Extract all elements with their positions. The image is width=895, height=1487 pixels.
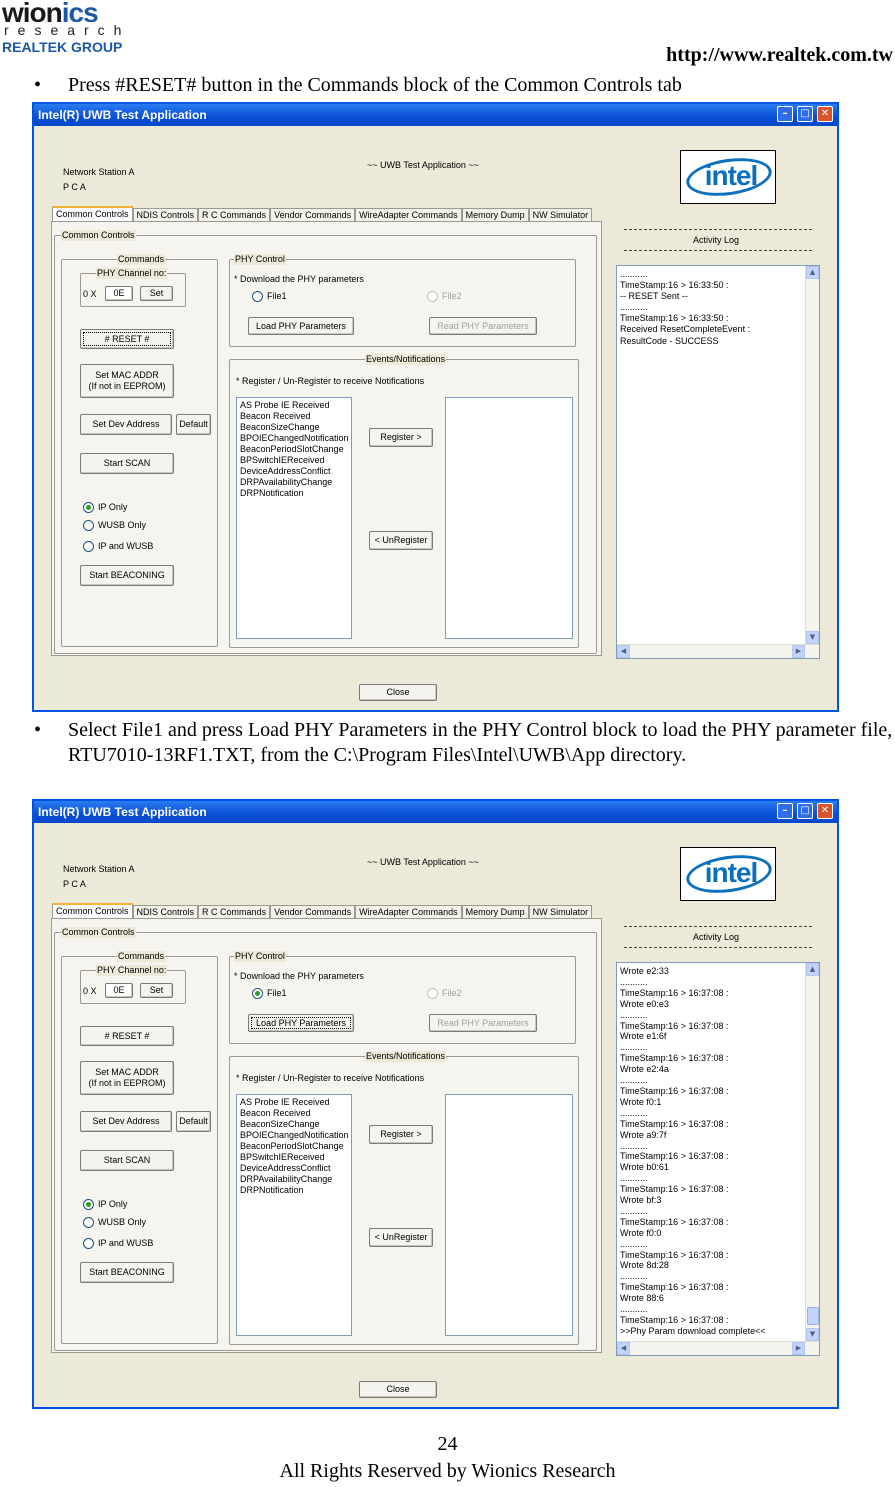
radio-ip-only[interactable]: IP Only (83, 502, 127, 513)
scroll-right-icon[interactable]: ▶ (792, 645, 805, 658)
window-title: Intel(R) UWB Test Application (38, 805, 207, 819)
button-label-line: (If not in EEPROM) (88, 1078, 166, 1088)
pca-label: P C A (63, 879, 86, 889)
radio-ip-and-wusb[interactable]: IP and WUSB (83, 541, 153, 552)
load-phy-parameters-button[interactable]: Load PHY Parameters (248, 1014, 354, 1032)
set-mac-addr-button[interactable] (80, 1061, 174, 1095)
vertical-scrollbar[interactable] (805, 963, 819, 1341)
read-phy-parameters-button[interactable]: Read PHY Parameters (429, 317, 537, 335)
close-button[interactable]: Close (359, 1381, 437, 1398)
channel-input[interactable]: 0E (105, 983, 133, 998)
start-scan-button[interactable]: Start SCAN (80, 453, 174, 474)
maximize-icon[interactable]: □ (797, 106, 813, 122)
load-phy-parameters-button[interactable]: Load PHY Parameters (248, 317, 354, 335)
tab-ndis-controls[interactable]: NDIS Controls (133, 208, 199, 222)
close-button[interactable]: Close (359, 684, 437, 701)
tab-vendor-commands[interactable]: Vendor Commands (270, 208, 355, 222)
bullet-text: Press #RESET# button in the Commands block of the Common Controls tab (68, 74, 682, 96)
radio-file1[interactable]: File1 (252, 988, 287, 999)
register-button[interactable]: Register > (369, 428, 433, 447)
activity-log-box[interactable] (616, 962, 820, 1356)
scroll-down-icon[interactable]: ▼ (806, 1328, 819, 1341)
activity-log-text: ........... TimeStamp:16 > 16:33:50 : -- RESET Sent -- ........... TimeStamp:16 > 16:33:50 : Received ResetCompleteEvent : ResultCode - SUCCESS (620, 269, 751, 346)
intel-logo (680, 150, 776, 204)
scroll-left-icon[interactable]: ◀ (617, 645, 630, 658)
app-banner: ~~ UWB Test Application ~~ (367, 857, 479, 867)
radio-ip-and-wusb[interactable]: IP and WUSB (83, 1238, 153, 1249)
hex-prefix: 0 X (83, 986, 97, 996)
radio-wusb-only[interactable]: WUSB Only (83, 1217, 146, 1228)
radio-file1[interactable]: File1 (252, 291, 287, 302)
list-item[interactable]: AS Probe IE Received (240, 400, 330, 410)
set-dev-address-button[interactable]: Set Dev Address (80, 414, 172, 435)
group-label: PHY Channel no: (97, 268, 167, 278)
activity-log-text: Wrote e2:33 ........... TimeStamp:16 > 16:37:08 : Wrote e0:e3 ........... TimeStamp:16 > 16:37:08 : Wrote e1:6f ........... TimeStamp:16 > 16:37:08 : Wrote e2:4a ........... TimeStamp:16 > 16:37:08 : Wrote f0:1 ........... TimeStamp:16 > 16:37:08 : Wrote a9:7f ........... TimeStamp:16 > 16:37:08 : Wrote b0:61 ........... TimeStamp:16 > 16:37:08 : Wrote bf:3 ........... TimeStamp:16 > 16:37:08 : Wrote f0:0 ........... TimeStamp:16 > 16:37:08 : Wrote 8d:28 ........... TimeStamp:16 > 16:37:08 : Wrote 88:6 ........... TimeStamp:16 > 16:37:08 : >>Phy Param download complete<< (620, 966, 766, 1336)
button-label-line: Set MAC ADDR (95, 1067, 159, 1077)
scroll-up-icon[interactable]: ▲ (806, 963, 819, 976)
bullet-dot: • (34, 719, 42, 741)
tab-wireadapter-commands[interactable]: WireAdapter Commands (355, 905, 462, 919)
list-item[interactable]: BPSwitchIEReceived (240, 1152, 325, 1162)
group-label: Events/Notifications (366, 354, 446, 364)
register-button[interactable]: Register > (369, 1125, 433, 1144)
window-titlebar (34, 104, 837, 126)
app-banner: ~~ UWB Test Application ~~ (367, 160, 479, 170)
divider (624, 926, 812, 927)
activity-log-label: Activity Log (693, 932, 740, 942)
registered-listbox[interactable] (445, 1094, 573, 1336)
list-item[interactable]: BeaconPeriodSlotChange (240, 444, 344, 454)
list-item[interactable]: Beacon Received (240, 411, 311, 421)
activity-log-box[interactable] (616, 265, 820, 659)
set-dev-address-button[interactable]: Set Dev Address (80, 1111, 172, 1132)
tab-rc-commands[interactable]: R C Commands (198, 208, 270, 222)
list-item[interactable]: BPOIEChangedNotification (240, 1130, 349, 1140)
vertical-scrollbar[interactable] (805, 266, 819, 644)
tab-bar (52, 206, 592, 222)
pca-label: P C A (63, 182, 86, 192)
tab-common-controls[interactable]: Common Controls (52, 206, 133, 222)
window-titlebar (34, 801, 837, 823)
activity-log-label: Activity Log (693, 235, 740, 245)
read-phy-parameters-button[interactable]: Read PHY Parameters (429, 1014, 537, 1032)
tab-memory-dump[interactable]: Memory Dump (462, 208, 529, 222)
radio-ip-only[interactable]: IP Only (83, 1199, 127, 1210)
header-url[interactable]: http://www.realtek.com.tw (666, 44, 893, 66)
start-beaconing-button[interactable]: Start BEACONING (80, 565, 174, 586)
button-label-line: (If not in EEPROM) (88, 381, 166, 391)
group-label: Events/Notifications (366, 1051, 446, 1061)
window-title: Intel(R) UWB Test Application (38, 108, 207, 122)
reset-button[interactable]: # RESET # (80, 329, 174, 349)
wionics-logo (2, 0, 152, 66)
group-label: Common Controls (62, 927, 135, 937)
tab-vendor-commands[interactable]: Vendor Commands (270, 905, 355, 919)
tab-rc-commands[interactable]: R C Commands (198, 905, 270, 919)
list-item[interactable]: DeviceAddressConflict (240, 466, 331, 476)
group-label: Commands (118, 951, 165, 961)
scroll-thumb[interactable] (807, 1307, 819, 1325)
station-label: Network Station A (63, 167, 135, 177)
group-label: PHY Control (235, 254, 285, 264)
group-label: PHY Control (235, 951, 285, 961)
download-label: * Download the PHY parameters (234, 274, 364, 284)
default-button[interactable]: Default (176, 1111, 211, 1132)
logo-group: REALTEK GROUP (2, 39, 123, 55)
start-beaconing-button[interactable]: Start BEACONING (80, 1262, 174, 1283)
register-note: * Register / Un-Register to receive Notifications (236, 1073, 425, 1083)
list-item[interactable]: BeaconSizeChange (240, 422, 320, 432)
intel-logo-text: intel (704, 160, 758, 191)
close-icon[interactable]: ✕ (817, 803, 833, 819)
button-label-line: Set MAC ADDR (95, 370, 159, 380)
divider (624, 229, 812, 230)
events-listbox[interactable] (236, 397, 352, 639)
list-item[interactable]: DeviceAddressConflict (240, 1163, 331, 1173)
channel-input[interactable]: 0E (105, 286, 133, 301)
group-label: Commands (118, 254, 165, 264)
footer-text: All Rights Reserved by Wionics Research (279, 1460, 616, 1482)
divider (624, 250, 812, 251)
unregister-button[interactable]: < UnRegister (369, 1228, 433, 1247)
horizontal-scrollbar[interactable] (617, 1341, 819, 1355)
list-item[interactable]: AS Probe IE Received (240, 1097, 330, 1107)
close-icon[interactable]: ✕ (817, 106, 833, 122)
list-item[interactable]: Beacon Received (240, 1108, 311, 1118)
tab-nw-simulator[interactable]: NW Simulator (529, 905, 593, 919)
unregister-button[interactable]: < UnRegister (369, 531, 433, 550)
radio-wusb-only[interactable]: WUSB Only (83, 520, 146, 531)
set-channel-button[interactable]: Set (140, 983, 173, 998)
bullet-dot: • (34, 74, 42, 96)
tab-nw-simulator[interactable]: NW Simulator (529, 208, 593, 222)
intel-logo (680, 847, 776, 901)
scroll-left-icon[interactable]: ◀ (617, 1342, 630, 1355)
group-label: Common Controls (62, 230, 135, 240)
reset-button[interactable]: # RESET # (80, 1026, 174, 1046)
minimize-icon[interactable]: – (777, 803, 793, 819)
list-item[interactable]: BeaconPeriodSlotChange (240, 1141, 344, 1151)
list-item[interactable]: DRPNotification (240, 488, 304, 498)
start-scan-button[interactable]: Start SCAN (80, 1150, 174, 1171)
logo-text-main: wion (2, 0, 62, 22)
app-window-1 (32, 102, 839, 712)
logo-wordmark (2, 0, 152, 22)
set-mac-addr-button[interactable] (80, 364, 174, 398)
radio-file2[interactable]: File2 (427, 291, 462, 302)
intel-logo-text: intel (704, 857, 758, 888)
tab-common-controls[interactable]: Common Controls (52, 903, 133, 919)
tab-memory-dump[interactable]: Memory Dump (462, 905, 529, 919)
events-listbox[interactable] (236, 1094, 352, 1336)
list-item[interactable]: DRPAvailabilityChange (240, 477, 333, 487)
app-window-2 (32, 799, 839, 1409)
bullet-text: Select File1 and press Load PHY Parameters in the PHY Control block to load the PHY parameter file, RTU7010-13RF1.TXT, from the C:\Program Files\Intel\UWB\App directory. (68, 719, 893, 766)
list-item[interactable]: BeaconSizeChange (240, 1119, 320, 1129)
scroll-right-icon[interactable]: ▶ (792, 1342, 805, 1355)
set-channel-button[interactable]: Set (140, 286, 173, 301)
maximize-icon[interactable]: □ (797, 803, 813, 819)
horizontal-scrollbar[interactable] (617, 644, 819, 658)
hex-prefix: 0 X (83, 289, 97, 299)
minimize-icon[interactable]: – (777, 106, 793, 122)
list-item[interactable]: BPSwitchIEReceived (240, 455, 325, 465)
tab-ndis-controls[interactable]: NDIS Controls (133, 905, 199, 919)
page-number: 24 (437, 1433, 458, 1455)
divider (624, 947, 812, 948)
logo-subtitle: research (4, 22, 131, 38)
list-item[interactable]: DRPAvailabilityChange (240, 1174, 333, 1184)
register-note: * Register / Un-Register to receive Notifications (236, 376, 425, 386)
list-item[interactable]: DRPNotification (240, 1185, 304, 1195)
tab-bar (52, 903, 592, 919)
scroll-up-icon[interactable]: ▲ (806, 266, 819, 279)
download-label: * Download the PHY parameters (234, 971, 364, 981)
station-label: Network Station A (63, 864, 135, 874)
tab-wireadapter-commands[interactable]: WireAdapter Commands (355, 208, 462, 222)
radio-file2[interactable]: File2 (427, 988, 462, 999)
default-button[interactable]: Default (176, 414, 211, 435)
group-label: PHY Channel no: (97, 965, 167, 975)
list-item[interactable]: BPOIEChangedNotification (240, 433, 349, 443)
registered-listbox[interactable] (445, 397, 573, 639)
logo-text-ics: ics (61, 0, 98, 22)
scroll-down-icon[interactable]: ▼ (806, 631, 819, 644)
